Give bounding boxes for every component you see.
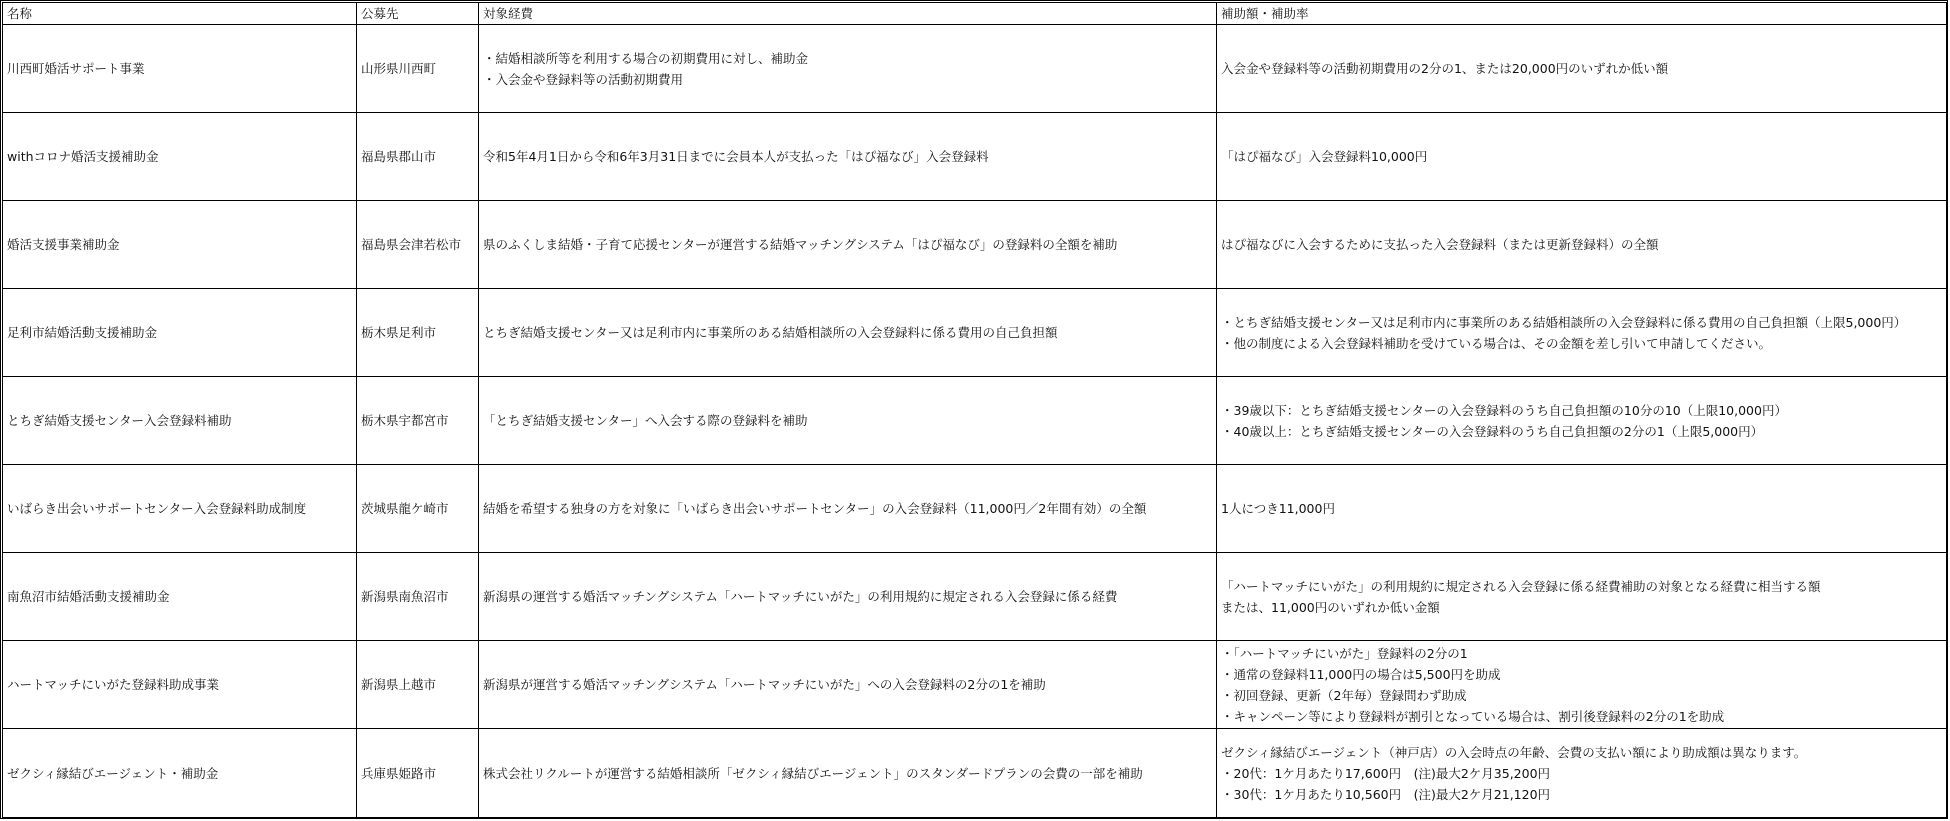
- subsidy-table: [2, 2, 1947, 818]
- table-row: [3, 377, 1947, 465]
- target-line: 県のふくしま結婚・子育て応援センターが運営する結婚マッチングシステム「はぴ福なび」の登録料の全額を補助: [483, 237, 1118, 252]
- amount-line: ゼクシィ縁結びエージェント（神戸店）の入会時点の年齢、会費の支払い額により助成額は異なります。: [1221, 744, 1807, 760]
- table-row: [3, 25, 1947, 113]
- cell-name: ハートマッチにいがた登録料助成事業: [3, 641, 357, 729]
- amount-line: 1人につき11,000円: [1221, 501, 1335, 516]
- cell-target: [479, 25, 1217, 113]
- cell-target: [479, 377, 1217, 465]
- amount-line: ・キャンペーン等により登録料が割引となっている場合は、割引後登録料の2分の1を助成: [1221, 708, 1725, 724]
- cell-amount: [1217, 641, 1947, 729]
- target-line: ・結婚相談所等を利用する場合の初期費用に対し、補助金: [483, 50, 809, 66]
- table-row: [3, 201, 1947, 289]
- amount-line: または、11,000円のいずれか低い金額: [1221, 599, 1440, 615]
- cell-publisher: 新潟県南魚沼市: [357, 553, 479, 641]
- cell-name: 足利市結婚活動支援補助金: [3, 289, 357, 377]
- amount-line: ・初回登録、更新（2年毎）登録問わず助成: [1221, 687, 1467, 703]
- cell-target: [479, 113, 1217, 201]
- target-line: 新潟県が運営する婚活マッチングシステム「ハートマッチにいがた」への入会登録料の2分の1を補助: [483, 677, 1046, 692]
- cell-amount: [1217, 465, 1947, 553]
- cell-amount: [1217, 377, 1947, 465]
- cell-name: とちぎ結婚支援センター入会登録料補助: [3, 377, 357, 465]
- target-line: 結婚を希望する独身の方を対象に「いばらき出会いサポートセンター」の入会登録料（11,000円／2年間有効）の全額: [483, 501, 1147, 516]
- cell-target: [479, 553, 1217, 641]
- cell-target: [479, 289, 1217, 377]
- cell-amount: [1217, 553, 1947, 641]
- target-line: ・入会金や登録料等の活動初期費用: [483, 71, 684, 87]
- cell-publisher: 栃木県足利市: [357, 289, 479, 377]
- cell-amount: [1217, 729, 1947, 818]
- cell-target: [479, 201, 1217, 289]
- amount-line: ・他の制度による入会登録料補助を受けている場合は、その金額を差し引いて申請してください。: [1221, 335, 1772, 351]
- amount-line: ・20代：1ケ月あたり17,600円 (注)最大2ケ月35,200円: [1221, 765, 1551, 781]
- cell-amount: [1217, 25, 1947, 113]
- cell-amount: [1217, 201, 1947, 289]
- header-publisher: 公募先: [357, 3, 479, 25]
- header-name: 名称: [3, 3, 357, 25]
- amount-line: ・39歳以下：とちぎ結婚支援センターの入会登録料のうち自己負担額の10分の10（上限10,000円）: [1221, 402, 1787, 418]
- cell-publisher: 山形県川西町: [357, 25, 479, 113]
- cell-amount: [1217, 113, 1947, 201]
- table-row: [3, 465, 1947, 553]
- header-amount: 補助額・補助率: [1217, 3, 1947, 25]
- table-row: [3, 641, 1947, 729]
- cell-name: 川西町婚活サポート事業: [3, 25, 357, 113]
- table-row: [3, 289, 1947, 377]
- cell-name: ゼクシィ縁結びエージェント・補助金: [3, 729, 357, 818]
- amount-line: ・30代：1ケ月あたり10,560円 (注)最大2ケ月21,120円: [1221, 786, 1551, 802]
- target-line: 新潟県の運営する婚活マッチングシステム「ハートマッチにいがた」の利用規約に規定される入会登録に係る経費: [483, 589, 1118, 604]
- amount-line: ・40歳以上：とちぎ結婚支援センターの入会登録料のうち自己負担額の2分の1（上限5,000円）: [1221, 423, 1764, 439]
- cell-target: [479, 729, 1217, 818]
- cell-publisher: 福島県会津若松市: [357, 201, 479, 289]
- header-row: [3, 3, 1947, 25]
- cell-name: いばらき出会いサポートセンター入会登録料助成制度: [3, 465, 357, 553]
- table-row: [3, 553, 1947, 641]
- cell-name: 婚活支援事業補助金: [3, 201, 357, 289]
- cell-target: [479, 641, 1217, 729]
- cell-publisher: 兵庫県姫路市: [357, 729, 479, 818]
- amount-line: はぴ福なびに入会するために支払った入会登録料（または更新登録料）の全額: [1221, 237, 1659, 252]
- amount-line: 「ハートマッチにいがた」の利用規約に規定される入会登録に係る経費補助の対象となる経費に相当する額: [1221, 578, 1821, 594]
- cell-target: [479, 465, 1217, 553]
- table-row: [3, 113, 1947, 201]
- amount-line: 「はぴ福なび」入会登録料10,000円: [1221, 149, 1428, 164]
- target-line: 「とちぎ結婚支援センター」へ入会する際の登録料を補助: [483, 413, 808, 428]
- cell-name: withコロナ婚活支援補助金: [3, 113, 357, 201]
- cell-publisher: 栃木県宇都宮市: [357, 377, 479, 465]
- cell-publisher: 新潟県上越市: [357, 641, 479, 729]
- cell-publisher: 茨城県龍ケ崎市: [357, 465, 479, 553]
- target-line: 令和5年4月1日から令和6年3月31日までに会員本人が支払った「はぴ福なび」入会登録料: [483, 149, 989, 164]
- amount-line: 入会金や登録料等の活動初期費用の2分の1、または20,000円のいずれか低い額: [1221, 61, 1669, 76]
- table-row: [3, 729, 1947, 818]
- cell-name: 南魚沼市結婚活動支援補助金: [3, 553, 357, 641]
- amount-line: ・通常の登録料11,000円の場合は5,500円を助成: [1221, 666, 1501, 682]
- cell-publisher: 福島県郡山市: [357, 113, 479, 201]
- table-body: [3, 25, 1947, 818]
- header-target: 対象経費: [479, 3, 1217, 25]
- amount-line: ・とちぎ結婚支援センター又は足利市内に事業所のある結婚相談所の入会登録料に係る費用の自己負担額（上限5,000円）: [1221, 314, 1907, 330]
- target-line: とちぎ結婚支援センター又は足利市内に事業所のある結婚相談所の入会登録料に係る費用の自己負担額: [483, 325, 1058, 340]
- cell-amount: [1217, 289, 1947, 377]
- target-line: 株式会社リクルートが運営する結婚相談所「ゼクシィ縁結びエージェント」のスタンダードプランの会費の一部を補助: [483, 765, 1143, 781]
- amount-line: ・「ハートマッチにいがた」登録料の2分の1: [1221, 645, 1468, 661]
